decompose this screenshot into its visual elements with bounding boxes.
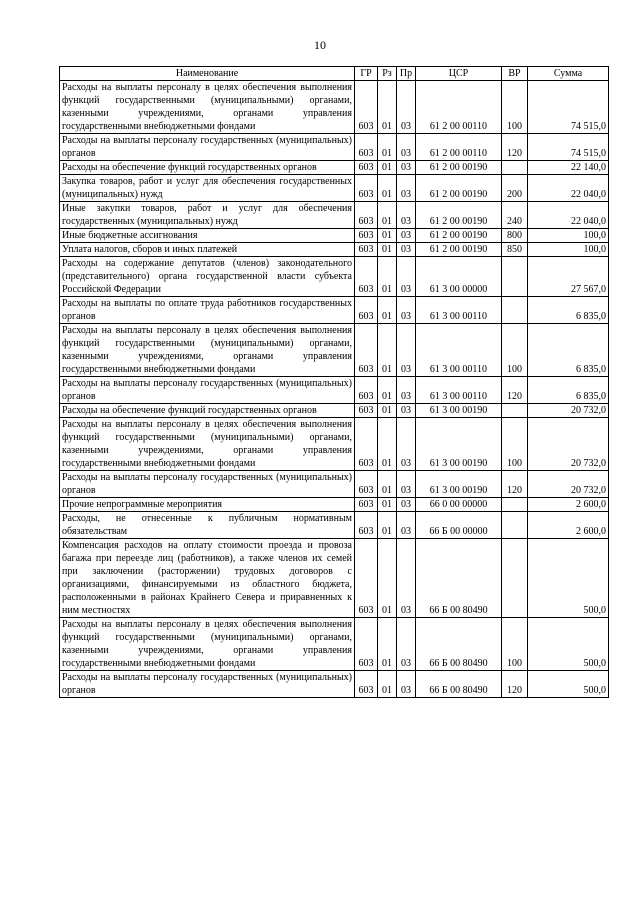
- cell-pr: 03: [397, 81, 416, 134]
- cell-sum: 100,0: [528, 229, 609, 243]
- cell-vr: [502, 161, 528, 175]
- cell-gr: 603: [355, 377, 378, 404]
- cell-rz: 01: [378, 404, 397, 418]
- cell-gr: 603: [355, 671, 378, 698]
- table-row: [60, 134, 609, 161]
- cell-csr: 66 Б 00 80490: [416, 671, 502, 698]
- cell-rz: 01: [378, 512, 397, 539]
- cell-csr: 61 3 00 00190: [416, 404, 502, 418]
- table-row: [60, 324, 609, 377]
- cell-name: Расходы на выплаты персоналу государственных (муниципальных) органов: [60, 134, 355, 161]
- cell-name: Расходы на выплаты персоналу в целях обеспечения выполнения функций государственными (муниципальными) органами, казенными учреждениями, органами управления государственными внебюджетными фондами: [60, 418, 355, 471]
- cell-sum: 20 732,0: [528, 471, 609, 498]
- cell-rz: 01: [378, 377, 397, 404]
- cell-pr: 03: [397, 618, 416, 671]
- cell-sum: 27 567,0: [528, 257, 609, 297]
- table-row: [60, 671, 609, 698]
- cell-name: Закупка товаров, работ и услуг для обеспечения государственных (муниципальных) нужд: [60, 175, 355, 202]
- cell-sum: 6 835,0: [528, 377, 609, 404]
- cell-sum: 500,0: [528, 539, 609, 618]
- cell-rz: 01: [378, 471, 397, 498]
- cell-pr: 03: [397, 202, 416, 229]
- table-header-row: [60, 67, 609, 81]
- cell-csr: 61 3 00 00000: [416, 257, 502, 297]
- cell-gr: 603: [355, 418, 378, 471]
- table-row: [60, 418, 609, 471]
- cell-csr: 61 2 00 00190: [416, 161, 502, 175]
- cell-pr: 03: [397, 175, 416, 202]
- cell-vr: 120: [502, 134, 528, 161]
- cell-vr: 800: [502, 229, 528, 243]
- cell-csr: 61 2 00 00190: [416, 202, 502, 229]
- cell-name: Иные закупки товаров, работ и услуг для обеспечения государственных (муниципальных) нужд: [60, 202, 355, 229]
- cell-rz: 01: [378, 81, 397, 134]
- cell-pr: 03: [397, 324, 416, 377]
- cell-gr: 603: [355, 175, 378, 202]
- cell-name: Расходы на выплаты по оплате труда работников государственных органов: [60, 297, 355, 324]
- cell-name: Прочие непрограммные мероприятия: [60, 498, 355, 512]
- cell-pr: 03: [397, 229, 416, 243]
- table-row: [60, 243, 609, 257]
- cell-vr: 100: [502, 81, 528, 134]
- cell-csr: 61 2 00 00110: [416, 81, 502, 134]
- cell-sum: 500,0: [528, 671, 609, 698]
- cell-vr: 120: [502, 471, 528, 498]
- cell-pr: 03: [397, 512, 416, 539]
- cell-vr: 850: [502, 243, 528, 257]
- cell-pr: 03: [397, 418, 416, 471]
- cell-rz: 01: [378, 418, 397, 471]
- table-row: [60, 539, 609, 618]
- cell-vr: 240: [502, 202, 528, 229]
- cell-pr: 03: [397, 243, 416, 257]
- cell-pr: 03: [397, 671, 416, 698]
- cell-sum: 6 835,0: [528, 297, 609, 324]
- cell-csr: 66 Б 00 80490: [416, 539, 502, 618]
- header-rz: Рз: [378, 67, 397, 81]
- cell-csr: 61 3 00 00190: [416, 471, 502, 498]
- cell-name: Компенсация расходов на оплату стоимости проезда и провоза багажа при переезде лиц (работников), а также членов их семей при заключении (расторжении) трудовых договоров с организациями, финансируемыми из областного бюджета, расположенными в районах Крайнего Севера и приравненных к ним местностях: [60, 539, 355, 618]
- cell-gr: 603: [355, 404, 378, 418]
- header-csr: ЦСР: [416, 67, 502, 81]
- cell-rz: 01: [378, 243, 397, 257]
- cell-name: Расходы, не отнесенные к публичным нормативным обязательствам: [60, 512, 355, 539]
- cell-name: Расходы на выплаты персоналу в целях обеспечения выполнения функций государственными (муниципальными) органами, казенными учреждениями, органами управления государственными внебюджетными фондами: [60, 324, 355, 377]
- cell-pr: 03: [397, 161, 416, 175]
- cell-rz: 01: [378, 618, 397, 671]
- cell-name: Расходы на выплаты персоналу в целях обеспечения выполнения функций государственными (муниципальными) органами, казенными учреждениями, органами управления государственными внебюджетными фондами: [60, 618, 355, 671]
- cell-vr: [502, 539, 528, 618]
- cell-gr: 603: [355, 161, 378, 175]
- cell-rz: 01: [378, 671, 397, 698]
- header-gr: ГР: [355, 67, 378, 81]
- cell-csr: 61 3 00 00110: [416, 297, 502, 324]
- cell-name: Уплата налогов, сборов и иных платежей: [60, 243, 355, 257]
- header-name: Наименование: [60, 67, 355, 81]
- cell-vr: [502, 404, 528, 418]
- cell-gr: 603: [355, 498, 378, 512]
- table-row: [60, 257, 609, 297]
- cell-sum: 20 732,0: [528, 418, 609, 471]
- cell-vr: 100: [502, 418, 528, 471]
- cell-gr: 603: [355, 81, 378, 134]
- cell-csr: 61 3 00 00190: [416, 418, 502, 471]
- cell-sum: 20 732,0: [528, 404, 609, 418]
- cell-sum: 2 600,0: [528, 498, 609, 512]
- cell-vr: [502, 512, 528, 539]
- cell-gr: 603: [355, 618, 378, 671]
- cell-pr: 03: [397, 471, 416, 498]
- cell-name: Расходы на содержание депутатов (членов) законодательного (представительного) органа государственной власти субъекта Российской Федерации: [60, 257, 355, 297]
- cell-csr: 61 3 00 00110: [416, 377, 502, 404]
- cell-rz: 01: [378, 202, 397, 229]
- table-row: [60, 202, 609, 229]
- cell-gr: 603: [355, 257, 378, 297]
- cell-gr: 603: [355, 539, 378, 618]
- cell-gr: 603: [355, 324, 378, 377]
- table-row: [60, 404, 609, 418]
- cell-csr: 61 2 00 00190: [416, 175, 502, 202]
- header-sum: Сумма: [528, 67, 609, 81]
- cell-rz: 01: [378, 229, 397, 243]
- cell-vr: 100: [502, 324, 528, 377]
- cell-gr: 603: [355, 229, 378, 243]
- cell-vr: 120: [502, 671, 528, 698]
- cell-pr: 03: [397, 377, 416, 404]
- cell-sum: 2 600,0: [528, 512, 609, 539]
- cell-gr: 603: [355, 243, 378, 257]
- table-row: [60, 229, 609, 243]
- cell-name: Расходы на выплаты персоналу государственных (муниципальных) органов: [60, 377, 355, 404]
- cell-pr: 03: [397, 297, 416, 324]
- cell-csr: 61 2 00 00190: [416, 229, 502, 243]
- table-row: [60, 498, 609, 512]
- cell-rz: 01: [378, 324, 397, 377]
- cell-vr: [502, 297, 528, 324]
- cell-csr: 61 2 00 00110: [416, 134, 502, 161]
- cell-gr: 603: [355, 134, 378, 161]
- cell-sum: 74 515,0: [528, 134, 609, 161]
- cell-sum: 22 040,0: [528, 175, 609, 202]
- cell-name: Расходы на обеспечение функций государственных органов: [60, 161, 355, 175]
- cell-csr: 66 Б 00 00000: [416, 512, 502, 539]
- cell-gr: 603: [355, 471, 378, 498]
- cell-pr: 03: [397, 257, 416, 297]
- cell-pr: 03: [397, 539, 416, 618]
- cell-sum: 22 040,0: [528, 202, 609, 229]
- cell-rz: 01: [378, 539, 397, 618]
- cell-vr: [502, 498, 528, 512]
- cell-sum: 22 140,0: [528, 161, 609, 175]
- cell-name: Иные бюджетные ассигнования: [60, 229, 355, 243]
- table-row: [60, 471, 609, 498]
- cell-vr: [502, 257, 528, 297]
- cell-gr: 603: [355, 512, 378, 539]
- table-row: [60, 512, 609, 539]
- table-row: [60, 81, 609, 134]
- page-number: 10: [314, 38, 326, 52]
- cell-pr: 03: [397, 134, 416, 161]
- table-row: [60, 618, 609, 671]
- cell-sum: 6 835,0: [528, 324, 609, 377]
- cell-name: Расходы на обеспечение функций государственных органов: [60, 404, 355, 418]
- table-body: [60, 81, 609, 698]
- cell-rz: 01: [378, 175, 397, 202]
- cell-name: Расходы на выплаты персоналу государственных (муниципальных) органов: [60, 471, 355, 498]
- cell-csr: 61 2 00 00190: [416, 243, 502, 257]
- cell-rz: 01: [378, 134, 397, 161]
- cell-vr: 120: [502, 377, 528, 404]
- cell-gr: 603: [355, 297, 378, 324]
- cell-csr: 66 Б 00 80490: [416, 618, 502, 671]
- cell-pr: 03: [397, 404, 416, 418]
- table-row: [60, 377, 609, 404]
- cell-sum: 74 515,0: [528, 81, 609, 134]
- cell-gr: 603: [355, 202, 378, 229]
- cell-name: Расходы на выплаты персоналу государственных (муниципальных) органов: [60, 671, 355, 698]
- cell-rz: 01: [378, 161, 397, 175]
- table-row: [60, 297, 609, 324]
- cell-sum: 500,0: [528, 618, 609, 671]
- cell-vr: 200: [502, 175, 528, 202]
- table-row: [60, 161, 609, 175]
- header-vr: ВР: [502, 67, 528, 81]
- cell-csr: 66 0 00 00000: [416, 498, 502, 512]
- cell-rz: 01: [378, 257, 397, 297]
- budget-table: [59, 66, 609, 698]
- table-row: [60, 175, 609, 202]
- cell-rz: 01: [378, 498, 397, 512]
- cell-csr: 61 3 00 00110: [416, 324, 502, 377]
- cell-pr: 03: [397, 498, 416, 512]
- cell-name: Расходы на выплаты персоналу в целях обеспечения выполнения функций государственными (муниципальными) органами, казенными учреждениями, органами управления государственными внебюджетными фондами: [60, 81, 355, 134]
- cell-sum: 100,0: [528, 243, 609, 257]
- cell-rz: 01: [378, 297, 397, 324]
- cell-vr: 100: [502, 618, 528, 671]
- header-pr: Пр: [397, 67, 416, 81]
